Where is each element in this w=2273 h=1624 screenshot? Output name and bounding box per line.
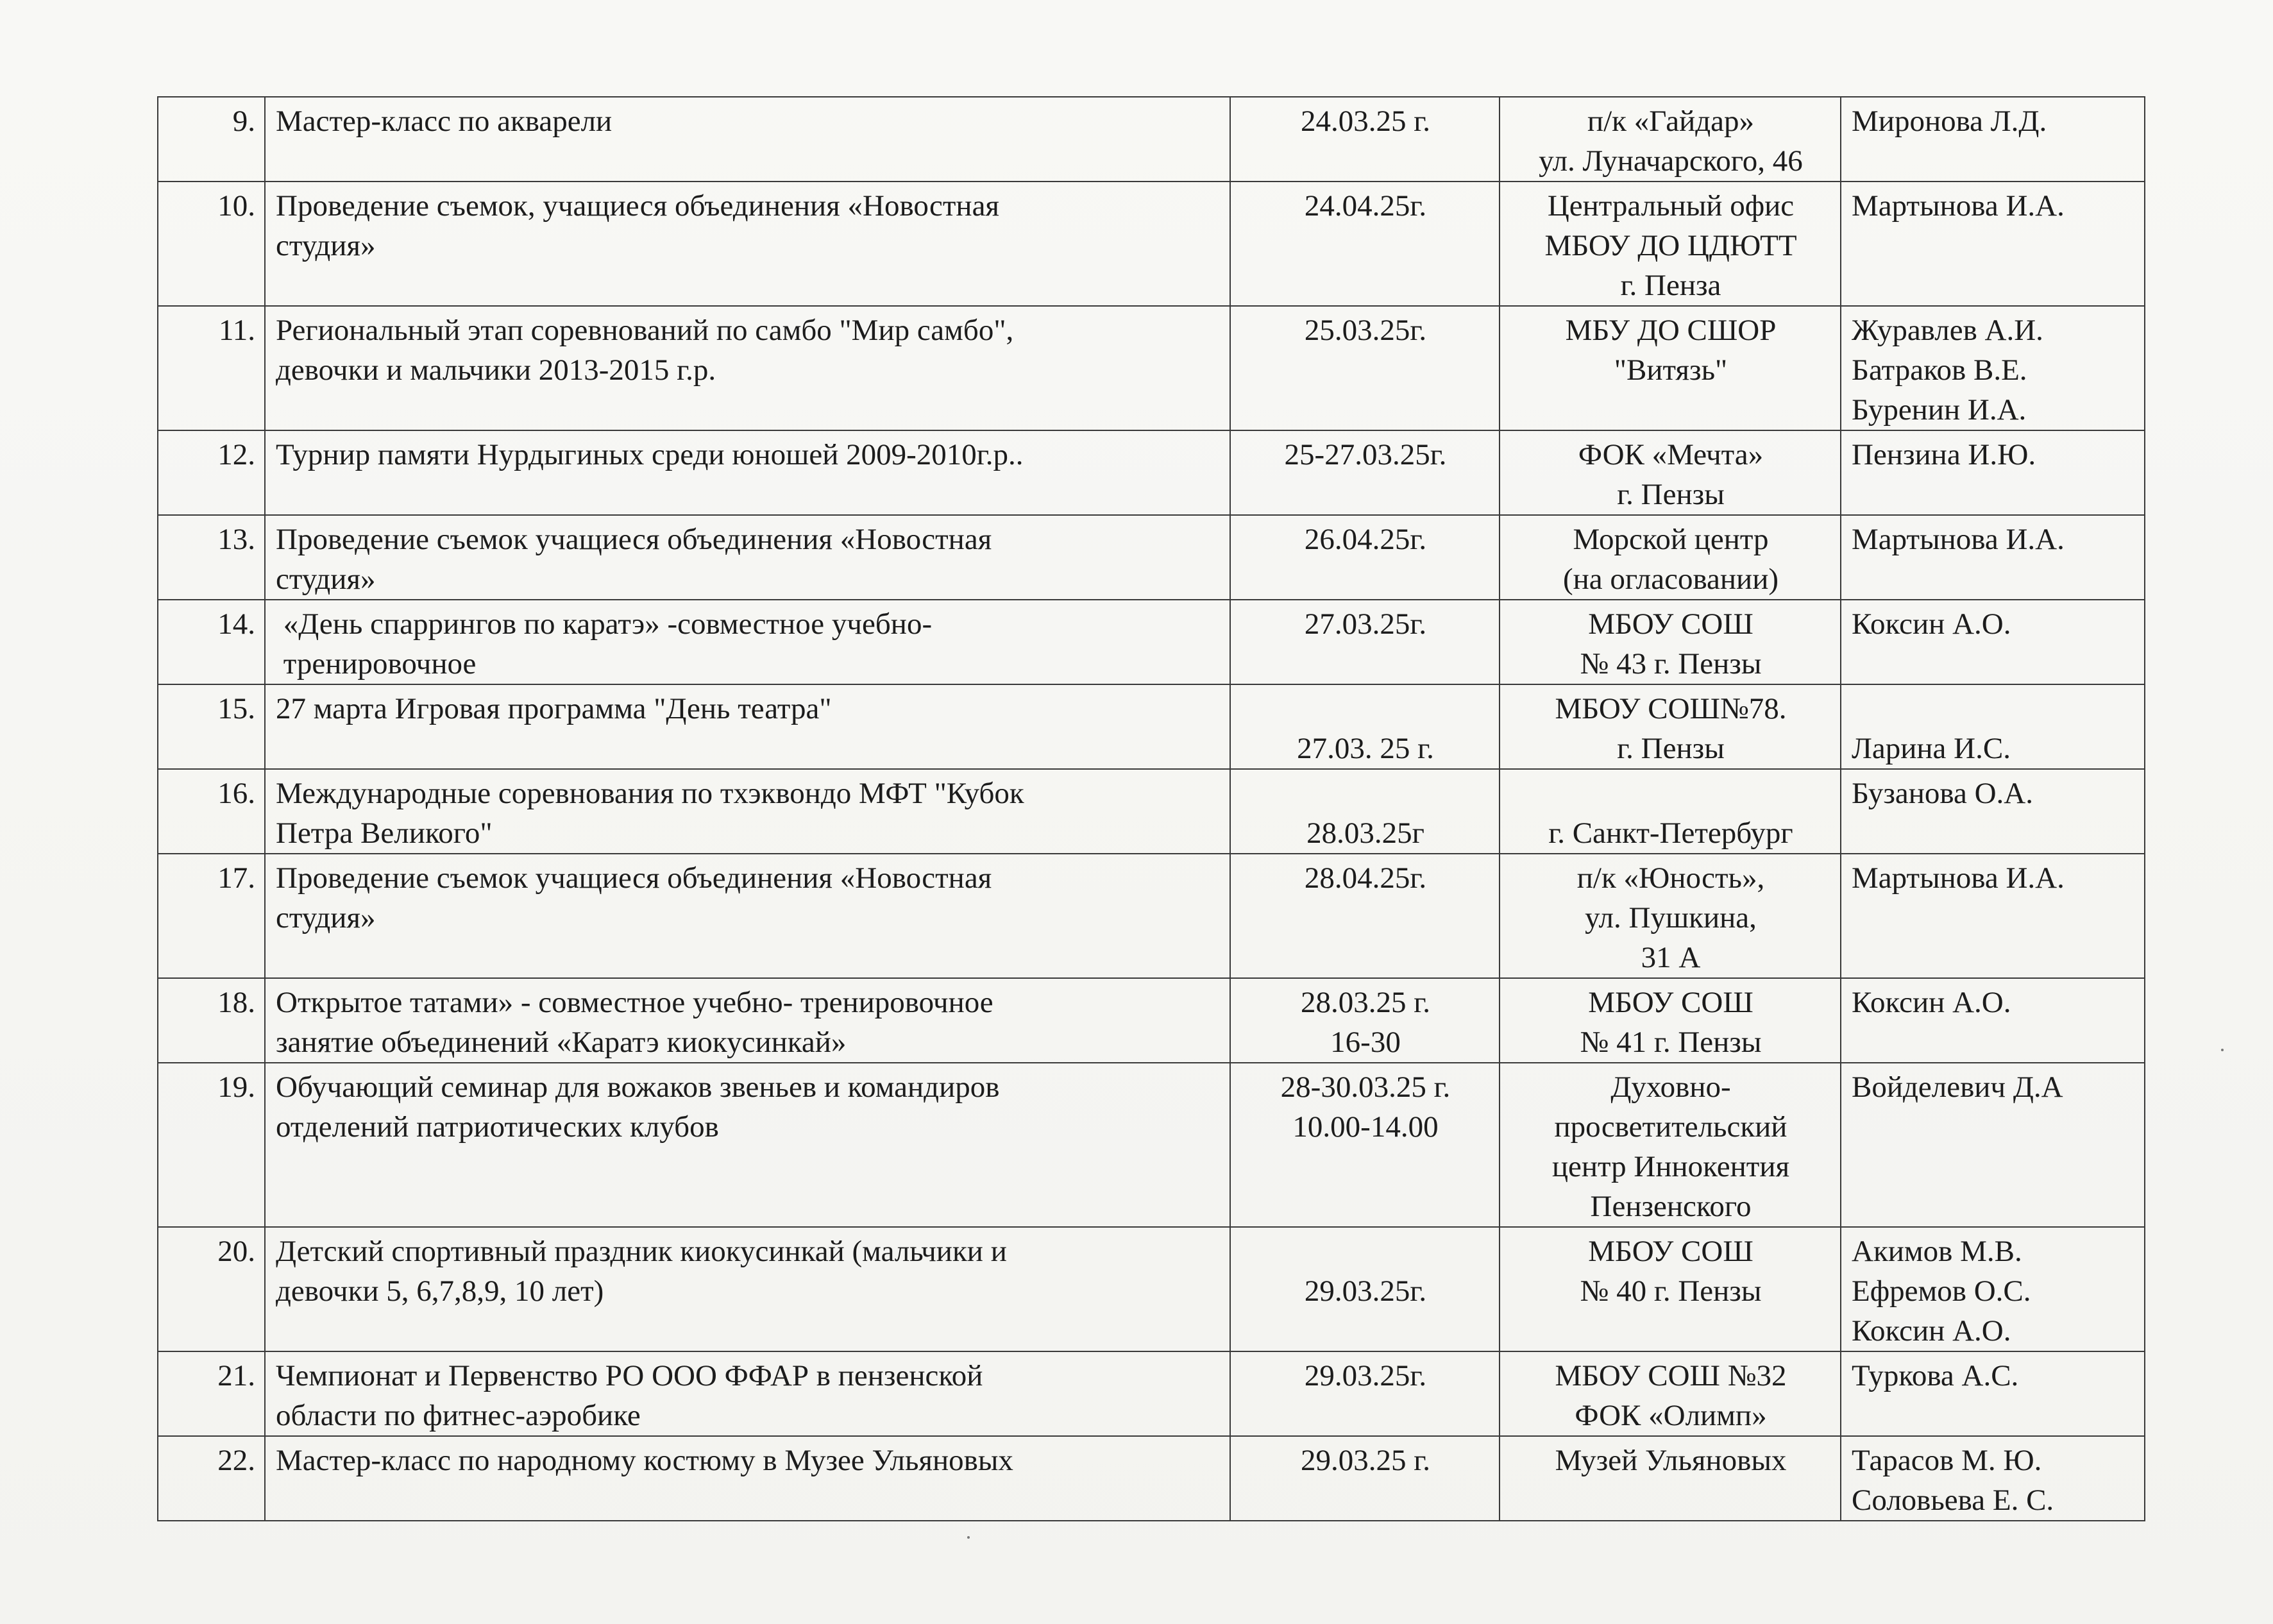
row-number-cell (158, 515, 265, 600)
row-number: 19. (217, 1070, 255, 1104)
event-name-line: Региональный этап соревнований по самбо "Мир самбо", (276, 314, 1014, 347)
responsible-person-line (1852, 689, 2135, 729)
event-place-cell (1500, 182, 1841, 306)
event-name-line: Петра Великого" (276, 816, 493, 850)
responsible-person-line: Мартынова И.А. (1852, 861, 2065, 895)
row-number-cell (158, 1351, 265, 1436)
event-date-line: 27.03.25г. (1304, 607, 1427, 641)
event-date-line (1241, 774, 1490, 813)
event-place-line: ул. Луначарского, 46 (1539, 144, 1803, 178)
event-date-line: 16-30 (1330, 1026, 1401, 1059)
event-place-line: г. Санкт-Петербург (1548, 816, 1793, 850)
responsible-person-line: Миронова Л.Д. (1852, 105, 2047, 138)
responsible-person-line: Ларина И.С. (1852, 732, 2011, 765)
scan-speck (2221, 1049, 2224, 1051)
event-name-line: отделений патриотических клубов (276, 1110, 719, 1144)
event-place-line: центр Иннокентия (1551, 1150, 1790, 1183)
responsible-person-line: Соловьева Е. С. (1852, 1484, 2054, 1517)
event-place-cell (1500, 515, 1841, 600)
event-date-cell (1230, 97, 1500, 182)
responsible-person-cell (1841, 1063, 2145, 1227)
table-row (158, 1351, 2145, 1436)
event-date-cell (1230, 182, 1500, 306)
responsible-person-cell (1841, 769, 2145, 854)
event-name-line: «День спаррингов по каратэ» -совместное учебно- (276, 607, 933, 641)
responsible-person-line: Коксин А.О. (1852, 607, 2011, 641)
responsible-person-cell (1841, 515, 2145, 600)
event-name-line: девочки и мальчики 2013-2015 г.р. (276, 353, 716, 387)
table-row (158, 600, 2145, 684)
event-place-cell (1500, 1436, 1841, 1521)
event-name-cell (265, 769, 1230, 854)
table-row (158, 515, 2145, 600)
responsible-person-cell (1841, 684, 2145, 769)
event-place-cell (1500, 430, 1841, 515)
responsible-person-line: Мартынова И.А. (1852, 189, 2065, 223)
event-name-line: Обучающий семинар для вожаков звеньев и командиров (276, 1070, 1000, 1104)
row-number: 21. (217, 1359, 255, 1392)
table-row (158, 430, 2145, 515)
event-name-line: области по фитнес-аэробике (276, 1399, 641, 1432)
responsible-person-line: Тарасов М. Ю. (1852, 1444, 2042, 1477)
event-place-cell (1500, 769, 1841, 854)
row-number: 20. (217, 1235, 255, 1268)
event-name-line: занятие объединений «Каратэ киокусинкай» (276, 1026, 847, 1059)
responsible-person-cell (1841, 1351, 2145, 1436)
row-number-cell (158, 430, 265, 515)
event-name-line: Проведение съемок учащиеся объединения «Новостная (276, 523, 992, 556)
event-date-line: 26.04.25г. (1304, 523, 1427, 556)
event-name-line: Мастер-класс по народному костюму в Музее Ульяновых (276, 1444, 1013, 1477)
event-date-cell (1230, 1351, 1500, 1436)
event-place-line: п/к «Юность», (1576, 861, 1765, 895)
event-place-cell (1500, 1351, 1841, 1436)
responsible-person-line: Буренин И.А. (1852, 393, 2027, 427)
event-name-line: Турнир памяти Нурдыгиных среди юношей 2009-2010г.р.. (276, 438, 1024, 471)
responsible-person-line: Войделевич Д.А (1852, 1070, 2063, 1104)
row-number: 13. (217, 523, 255, 556)
row-number: 16. (217, 777, 255, 810)
event-place-line: МБУ ДО СШОР (1565, 314, 1777, 347)
event-name-cell (265, 1351, 1230, 1436)
responsible-person-line: Ефремов О.С. (1852, 1274, 2031, 1308)
event-place-cell (1500, 97, 1841, 182)
responsible-person-cell (1841, 600, 2145, 684)
event-place-line: МБОУ ДО ЦДЮТТ (1544, 229, 1797, 262)
row-number: 11. (218, 314, 255, 347)
event-date-cell (1230, 769, 1500, 854)
event-place-line: Центральный офис (1547, 189, 1795, 223)
responsible-person-cell (1841, 1227, 2145, 1351)
event-date-cell (1230, 515, 1500, 600)
responsible-person-cell (1841, 978, 2145, 1063)
event-date-cell (1230, 854, 1500, 978)
event-name-cell (265, 978, 1230, 1063)
event-name-cell (265, 1063, 1230, 1227)
table-row (158, 1063, 2145, 1227)
event-name-cell (265, 430, 1230, 515)
event-date-line: 27.03. 25 г. (1297, 732, 1434, 765)
event-name-cell (265, 97, 1230, 182)
event-place-line: № 41 г. Пензы (1580, 1026, 1762, 1059)
event-place-line: просветительский (1554, 1110, 1787, 1144)
event-date-cell (1230, 306, 1500, 430)
table-row (158, 978, 2145, 1063)
event-date-cell (1230, 978, 1500, 1063)
event-place-cell (1500, 600, 1841, 684)
row-number: 18. (217, 986, 255, 1019)
events-table-body (158, 97, 2145, 1521)
responsible-person-cell (1841, 182, 2145, 306)
table-row (158, 1227, 2145, 1351)
event-place-line: № 40 г. Пензы (1580, 1274, 1762, 1308)
responsible-person-line: Акимов М.В. (1852, 1235, 2022, 1268)
event-date-cell (1230, 600, 1500, 684)
row-number-cell (158, 769, 265, 854)
event-place-line: г. Пензы (1617, 478, 1725, 511)
responsible-person-cell (1841, 430, 2145, 515)
event-place-line: МБОУ СОШ (1588, 607, 1753, 641)
table-row (158, 97, 2145, 182)
event-place-cell (1500, 1227, 1841, 1351)
event-place-line: Духовно- (1610, 1070, 1731, 1104)
event-place-line: ФОК «Мечта» (1578, 438, 1764, 471)
table-row (158, 854, 2145, 978)
event-place-cell (1500, 306, 1841, 430)
row-number-cell (158, 97, 265, 182)
table-row (158, 769, 2145, 854)
responsible-person-line: Бузанова О.А. (1852, 777, 2033, 810)
event-date-line: 28.03.25г (1306, 816, 1424, 850)
event-place-cell (1500, 684, 1841, 769)
event-place-line: № 43 г. Пензы (1580, 647, 1762, 681)
event-name-cell (265, 600, 1230, 684)
event-place-line: "Витязь" (1614, 353, 1728, 387)
event-place-cell (1500, 1063, 1841, 1227)
responsible-person-cell (1841, 854, 2145, 978)
event-place-line: МБОУ СОШ №32 (1555, 1359, 1787, 1392)
event-place-line: МБОУ СОШ (1588, 986, 1753, 1019)
responsible-person-line: Коксин А.О. (1852, 986, 2011, 1019)
row-number: 9. (232, 105, 255, 138)
event-date-line: 29.03.25г. (1304, 1359, 1427, 1392)
row-number-cell (158, 978, 265, 1063)
row-number-cell (158, 684, 265, 769)
row-number-cell (158, 1436, 265, 1521)
row-number: 17. (217, 861, 255, 895)
event-name-line: студия» (276, 562, 376, 596)
table-row (158, 684, 2145, 769)
table-row (158, 306, 2145, 430)
event-name-line: студия» (276, 901, 376, 935)
row-number-cell (158, 306, 265, 430)
event-place-line: ФОК «Олимп» (1575, 1399, 1767, 1432)
event-place-line: п/к «Гайдар» (1587, 105, 1755, 138)
event-name-line: Проведение съемок учащиеся объединения «Новостная (276, 861, 992, 895)
row-number: 15. (217, 692, 255, 725)
responsible-person-line: Журавлев А.И. (1852, 314, 2043, 347)
event-name-line: девочки 5, 6,7,8,9, 10 лет) (276, 1274, 604, 1308)
event-place-line: МБОУ СОШ (1588, 1235, 1753, 1268)
row-number: 10. (217, 189, 255, 223)
event-place-line: г. Пенза (1620, 269, 1721, 302)
event-place-line: ул. Пушкина, (1585, 901, 1757, 935)
responsible-person-line: Мартынова И.А. (1852, 523, 2065, 556)
event-name-line: Чемпионат и Первенство РО ООО ФФАР в пензенской (276, 1359, 983, 1392)
row-number-cell (158, 182, 265, 306)
event-date-line: 29.03.25г. (1304, 1274, 1427, 1308)
event-date-line: 25-27.03.25г. (1284, 438, 1447, 471)
event-date-cell (1230, 1227, 1500, 1351)
scan-speck (967, 1536, 970, 1539)
responsible-person-line: Пензина И.Ю. (1852, 438, 2036, 471)
event-place-line: Музей Ульяновых (1555, 1444, 1787, 1477)
event-name-line: Мастер-класс по акварели (276, 105, 613, 138)
event-name-cell (265, 306, 1230, 430)
event-place-line: Пензенского (1590, 1190, 1752, 1223)
event-name-line: Детский спортивный праздник киокусинкай (мальчики и (276, 1235, 1007, 1268)
event-name-cell (265, 684, 1230, 769)
event-date-line: 25.03.25г. (1304, 314, 1427, 347)
event-date-cell (1230, 430, 1500, 515)
row-number-cell (158, 854, 265, 978)
row-number: 22. (217, 1444, 255, 1477)
responsible-person-cell (1841, 1436, 2145, 1521)
row-number-cell (158, 1227, 265, 1351)
event-name-cell (265, 1436, 1230, 1521)
row-number-cell (158, 1063, 265, 1227)
responsible-person-line: Батраков В.Е. (1852, 353, 2027, 387)
event-name-line: Проведение съемок, учащиеся объединения «Новостная (276, 189, 1000, 223)
event-name-cell (265, 1227, 1230, 1351)
event-date-line (1241, 689, 1490, 729)
event-date-cell (1230, 1063, 1500, 1227)
event-date-line: 10.00-14.00 (1292, 1110, 1439, 1144)
event-name-line: тренировочное (276, 647, 477, 681)
event-date-line: 28.04.25г. (1304, 861, 1427, 895)
event-place-line: г. Пензы (1617, 732, 1725, 765)
event-place-line (1510, 774, 1831, 813)
events-table (157, 96, 2145, 1521)
responsible-person-line: Туркова А.С. (1852, 1359, 2019, 1392)
event-date-line: 28-30.03.25 г. (1280, 1070, 1451, 1104)
row-number: 14. (217, 607, 255, 641)
row-number-cell (158, 600, 265, 684)
event-date-cell (1230, 1436, 1500, 1521)
table-row (158, 182, 2145, 306)
row-number: 12. (217, 438, 255, 471)
responsible-person-cell (1841, 306, 2145, 430)
event-place-cell (1500, 978, 1841, 1063)
event-name-cell (265, 515, 1230, 600)
event-date-line: 28.03.25 г. (1301, 986, 1430, 1019)
event-name-cell (265, 182, 1230, 306)
event-place-line: Морской центр (1573, 523, 1769, 556)
event-place-line: 31 А (1641, 941, 1701, 974)
event-date-line: 29.03.25 г. (1301, 1444, 1430, 1477)
event-name-line: студия» (276, 229, 376, 262)
event-date-line: 24.03.25 г. (1301, 105, 1430, 138)
event-name-cell (265, 854, 1230, 978)
event-name-line: Открытое татами» - совместное учебно- тренировочное (276, 986, 993, 1019)
event-name-line: Международные соревнования по тхэквондо МФТ "Кубок (276, 777, 1024, 810)
event-place-line: МБОУ СОШ№78. (1555, 692, 1787, 725)
event-date-line: 24.04.25г. (1304, 189, 1427, 223)
table-row (158, 1436, 2145, 1521)
event-place-line: (на огласовании) (1562, 562, 1779, 596)
responsible-person-cell (1841, 97, 2145, 182)
event-date-line (1241, 1231, 1490, 1271)
event-date-cell (1230, 684, 1500, 769)
responsible-person-line: Коксин А.О. (1852, 1314, 2011, 1348)
event-place-cell (1500, 854, 1841, 978)
event-name-line: 27 марта Игровая программа "День театра" (276, 692, 832, 725)
